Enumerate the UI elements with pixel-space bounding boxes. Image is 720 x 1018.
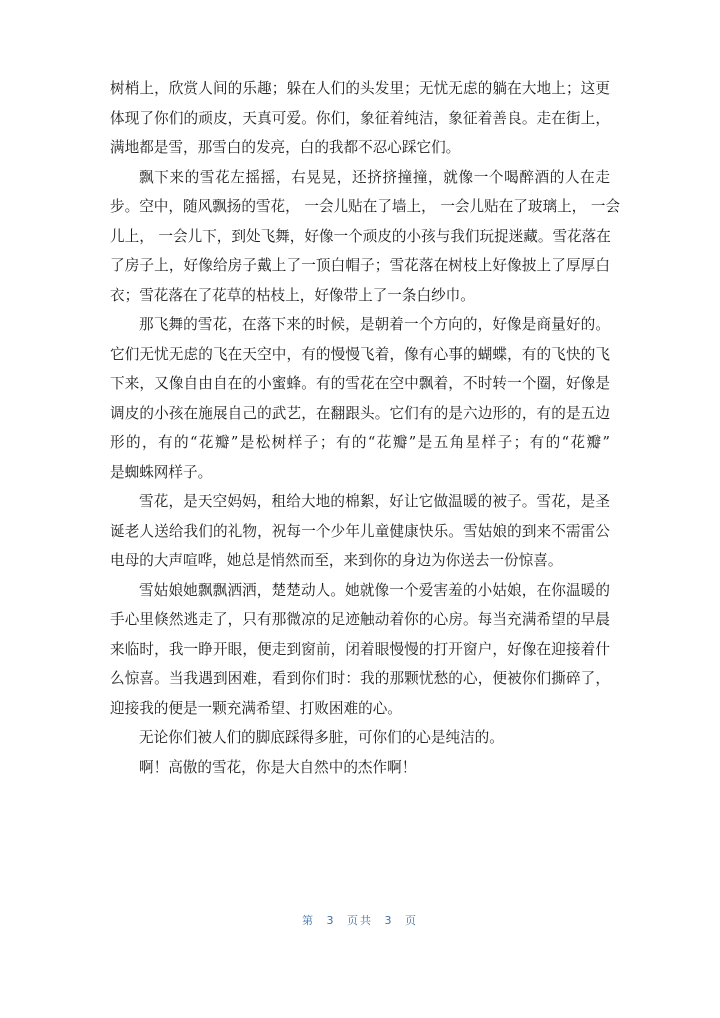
text-line: 雪花，是天空妈妈，租给大地的棉絮，好让它做温暖的被子。雪花，是圣 bbox=[139, 493, 610, 510]
text-line: 树梢上，欣赏人间的乐趣；躲在人们的头发里；无忧无虑的躺在大地上；这更 bbox=[110, 80, 610, 97]
text-line: 么惊喜。当我遇到困难，看到你们时：我的那颗忧愁的心，便被你们撕碎了， bbox=[110, 670, 610, 687]
text-line: 诞老人送给我们的礼物，祝每一个少年儿童健康快乐。雪姑娘的到来不需雷公 bbox=[110, 522, 610, 540]
text-line: 下来，又像自由自在的小蜜蜂。有的雪花在空中飘着，不时转一个圈，好像是 bbox=[110, 375, 610, 392]
text-line: 衣；雪花落在了花草的枯枝上，好像带上了一条白纱巾。 bbox=[110, 286, 475, 304]
text-line: 无论你们被人们的脚底踩得多脏，可你们的心是纯洁的。 bbox=[139, 729, 504, 746]
text-line: 飘下来的雪花左摇摇，右晃晃，还挤挤撞撞，就像一个喝醉酒的人在走 bbox=[139, 168, 610, 186]
text-line: 那飞舞的雪花，在落下来的时候，是朝着一个方向的，好像是商量好的。 bbox=[139, 316, 610, 333]
paragraph bbox=[110, 576, 610, 724]
text-line: 啊！高傲的雪花，你是大自然中的杰作啊！ bbox=[139, 758, 417, 776]
text-line: 它们无忧无虑的飞在天空中，有的慢慢飞着，像有心事的蝴蝶，有的飞快的飞 bbox=[110, 345, 610, 363]
paragraph bbox=[110, 487, 610, 576]
text-line: 手心里倏然逃走了，只有那微凉的足迹触动着你的心房。每当充满希望的早晨 bbox=[110, 611, 610, 628]
text-line: 步。空中，随风飘扬的雪花， 一会儿贴在了墙上， 一会儿贴在了玻璃上， 一会 bbox=[110, 198, 621, 215]
text-line: 迎接我的便是一颗充满希望、打败困难的心。 bbox=[110, 699, 402, 717]
paragraph bbox=[110, 74, 610, 163]
text-line: 体现了你们的顽皮，天真可爱。你们，象征着纯洁，象征着善良。走在街上， bbox=[110, 109, 610, 127]
text-line: 了房子上，好像给房子戴上了一顶白帽子；雪花落在树枝上好像披上了厚厚白 bbox=[110, 257, 610, 274]
paragraph bbox=[110, 310, 610, 487]
page-footer bbox=[0, 912, 720, 928]
page-number-label: 第 3 页共 3 页 bbox=[302, 914, 418, 927]
paragraph bbox=[110, 753, 610, 783]
document-body bbox=[110, 74, 621, 782]
text-line: 形的，有的“花瓣”是松树样子；有的“花瓣”是五角星样子；有的“花瓣” bbox=[110, 434, 610, 451]
text-line: 满地都是雪，那雪白的发亮，白的我都不忍心踩它们。 bbox=[110, 139, 461, 156]
paragraph bbox=[110, 723, 610, 753]
text-line: 电母的大声喧哗，她总是悄然而至，来到你的身边为你送去一份惊喜。 bbox=[110, 552, 563, 569]
text-line: 雪姑娘她飘飘洒洒，楚楚动人。她就像一个爱害羞的小姑娘，在你温暖的 bbox=[139, 581, 610, 599]
text-line: 儿上， 一会儿下，到处飞舞，好像一个顽皮的小孩与我们玩捉迷藏。雪花落在 bbox=[110, 227, 611, 245]
text-line: 来临时，我一睁开眼，便走到窗前，闭着眼慢慢的打开窗户，好像在迎接着什 bbox=[110, 640, 610, 658]
paragraph bbox=[110, 163, 621, 311]
text-line: 调皮的小孩在施展自己的武艺，在翻跟头。它们有的是六边形的，有的是五边 bbox=[110, 404, 610, 422]
text-line: 是蜘蛛网样子。 bbox=[110, 463, 213, 481]
